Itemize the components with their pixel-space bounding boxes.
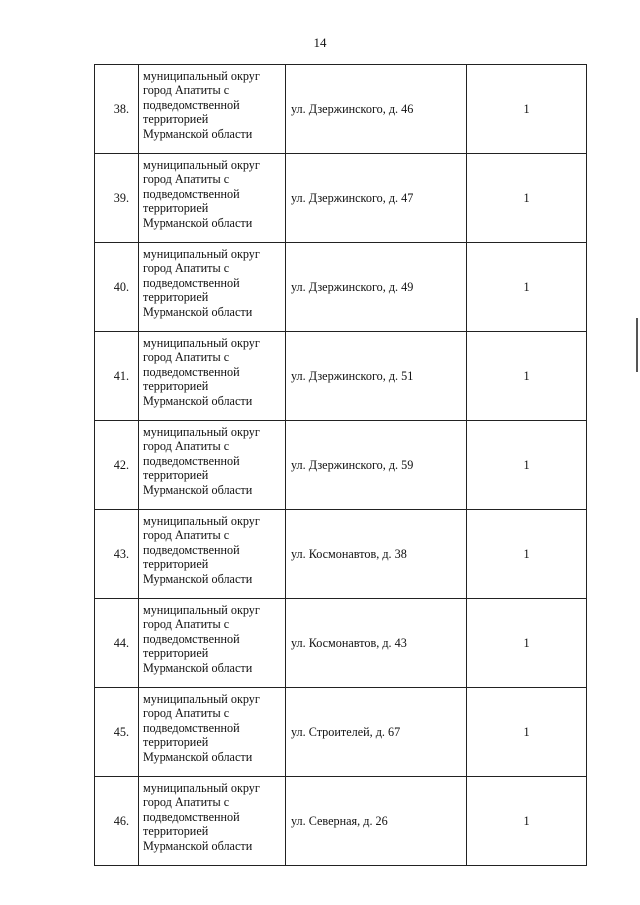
organization-line: Мурманской области <box>143 571 253 586</box>
organization-cell <box>139 65 286 154</box>
address-cell: ул. Дзержинского, д. 49 <box>286 243 467 332</box>
row-number: 38. <box>95 65 139 154</box>
organization-line: территорией <box>143 290 209 305</box>
address-cell: ул. Космонавтов, д. 38 <box>286 510 467 599</box>
organization-line: подведомственной <box>143 364 240 379</box>
organization-line: территорией <box>143 468 209 483</box>
organization-line: подведомственной <box>143 720 240 735</box>
organization-line: подведомственной <box>143 275 240 290</box>
row-number: 43. <box>95 510 139 599</box>
quantity-cell: 1 <box>467 688 587 777</box>
address-cell: ул. Космонавтов, д. 43 <box>286 599 467 688</box>
organization-line: муниципальный округ <box>143 69 260 83</box>
organization-cell <box>139 510 286 599</box>
organization-line: территорией <box>143 201 209 216</box>
organization-line: подведомственной <box>143 186 240 201</box>
organization-line: город Апатиты с <box>143 261 230 276</box>
organization-cell <box>139 421 286 510</box>
organization-line: подведомственной <box>143 542 240 557</box>
organization-line: муниципальный округ <box>143 425 260 439</box>
address-cell: ул. Дзержинского, д. 47 <box>286 154 467 243</box>
organization-line: город Апатиты с <box>143 439 230 454</box>
organization-line: муниципальный округ <box>143 603 260 617</box>
organization-line: город Апатиты с <box>143 83 230 98</box>
organization-line: территорией <box>143 646 209 661</box>
organization-cell <box>139 777 286 866</box>
organization-line: Мурманской области <box>143 482 253 497</box>
organization-cell <box>139 599 286 688</box>
organization-line: муниципальный округ <box>143 158 260 172</box>
table-row <box>95 599 587 688</box>
quantity-cell: 1 <box>467 243 587 332</box>
row-number: 41. <box>95 332 139 421</box>
quantity-cell: 1 <box>467 777 587 866</box>
organization-line: подведомственной <box>143 809 240 824</box>
scan-edge-mark <box>636 318 638 372</box>
organization-line: подведомственной <box>143 97 240 112</box>
row-number: 40. <box>95 243 139 332</box>
organization-line: Мурманской области <box>143 126 253 141</box>
table-row <box>95 421 587 510</box>
organization-line: Мурманской области <box>143 215 253 230</box>
organization-line: Мурманской области <box>143 749 253 764</box>
page-number: 14 <box>313 35 327 50</box>
quantity-cell: 1 <box>467 154 587 243</box>
table-row <box>95 688 587 777</box>
organization-line: муниципальный округ <box>143 781 260 795</box>
organization-line: Мурманской области <box>143 393 253 408</box>
table-body <box>95 65 587 866</box>
row-number: 42. <box>95 421 139 510</box>
organization-line: территорией <box>143 824 209 839</box>
organization-line: город Апатиты с <box>143 795 230 810</box>
quantity-cell: 1 <box>467 421 587 510</box>
organization-line: территорией <box>143 112 209 127</box>
table-row <box>95 332 587 421</box>
quantity-cell: 1 <box>467 332 587 421</box>
quantity-cell: 1 <box>467 599 587 688</box>
organization-line: подведомственной <box>143 631 240 646</box>
table-row <box>95 510 587 599</box>
organization-line: муниципальный округ <box>143 514 260 528</box>
organization-line: территорией <box>143 379 209 394</box>
organization-line: город Апатиты с <box>143 706 230 721</box>
row-number: 45. <box>95 688 139 777</box>
organization-line: город Апатиты с <box>143 172 230 187</box>
organization-line: муниципальный округ <box>143 692 260 706</box>
organization-line: территорией <box>143 735 209 750</box>
organization-line: город Апатиты с <box>143 617 230 632</box>
address-cell: ул. Дзержинского, д. 46 <box>286 65 467 154</box>
address-cell: ул. Дзержинского, д. 59 <box>286 421 467 510</box>
organization-cell <box>139 332 286 421</box>
organization-cell <box>139 243 286 332</box>
organization-line: муниципальный округ <box>143 336 260 350</box>
address-cell: ул. Северная, д. 26 <box>286 777 467 866</box>
row-number: 44. <box>95 599 139 688</box>
address-cell: ул. Дзержинского, д. 51 <box>286 332 467 421</box>
organization-line: Мурманской области <box>143 838 253 853</box>
organization-line: Мурманской области <box>143 304 253 319</box>
table-row <box>95 243 587 332</box>
quantity-cell: 1 <box>467 65 587 154</box>
row-number: 39. <box>95 154 139 243</box>
table-row <box>95 65 587 154</box>
organization-line: подведомственной <box>143 453 240 468</box>
quantity-cell: 1 <box>467 510 587 599</box>
organization-cell <box>139 154 286 243</box>
organization-line: территорией <box>143 557 209 572</box>
row-number: 46. <box>95 777 139 866</box>
address-cell: ул. Строителей, д. 67 <box>286 688 467 777</box>
document-table <box>94 64 587 866</box>
organization-line: город Апатиты с <box>143 528 230 543</box>
organization-line: город Апатиты с <box>143 350 230 365</box>
table-row <box>95 154 587 243</box>
organization-line: муниципальный округ <box>143 247 260 261</box>
organization-line: Мурманской области <box>143 660 253 675</box>
organization-cell <box>139 688 286 777</box>
table-row <box>95 777 587 866</box>
